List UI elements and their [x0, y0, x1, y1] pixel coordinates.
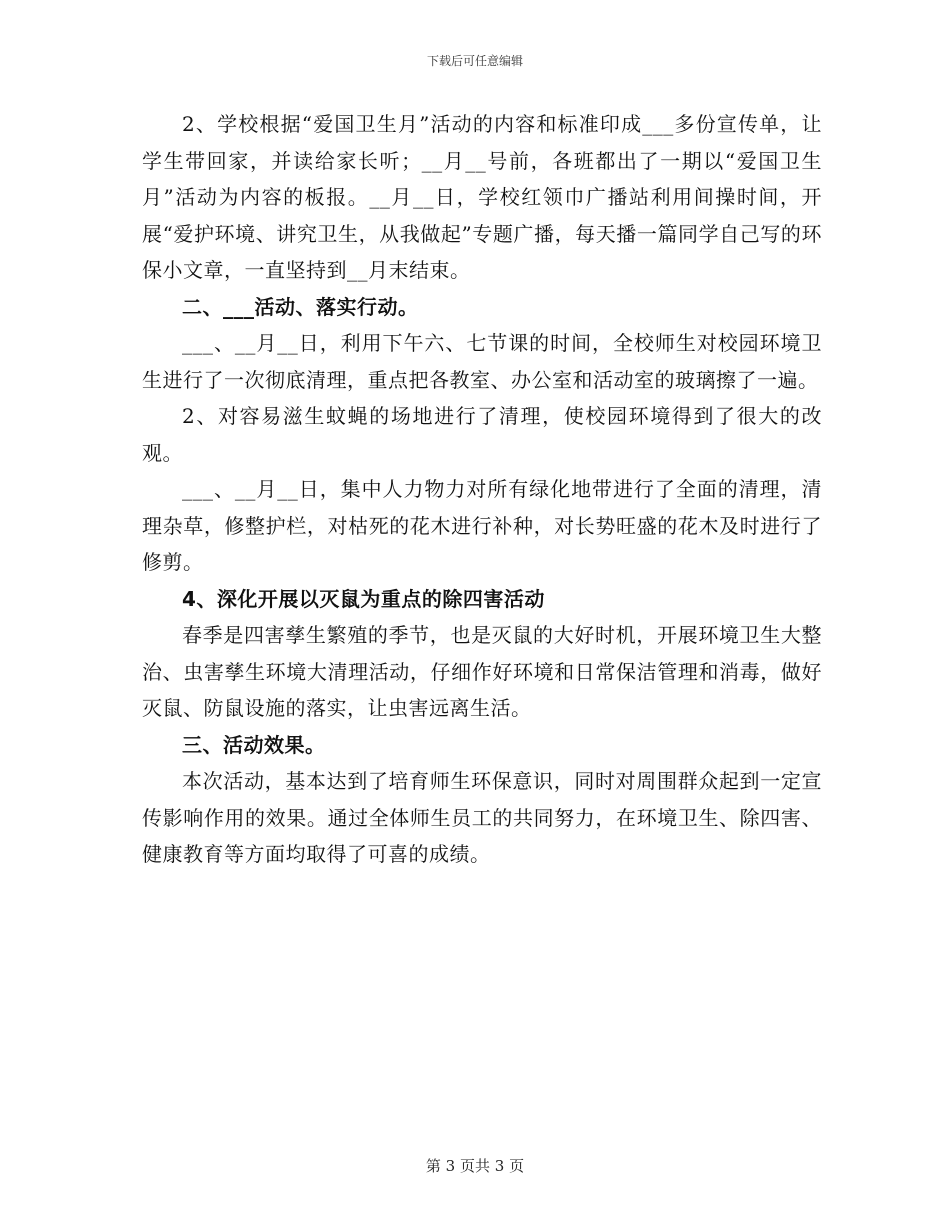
paragraph-campus-cleanup: ___、__月__日，利用下午六、七节课的时间，全校师生对校园环境卫生进行了一次彻底清理，重点把各教室、办公室和活动室的玻璃擦了一遍。 [142, 331, 822, 392]
paragraph-publicity-materials: 2、学校根据“爱国卫生月”活动的内容和标准印成___多份宣传单，让学生带回家，并读给家长听；__月__号前，各班都出了一期以“爱国卫生月”活动为内容的板报。__月__日，学校红领巾广播站利用间操时间，开展“爱护环境、讲究卫生，从我做起”专题广播，每天播一篇同学自己写的环保小文章，一直坚持到__月末结束。 [142, 112, 822, 282]
paragraph-spring-pest-control: 春季是四害孳生繁殖的季节，也是灭鼠的大好时机，开展环境卫生大整治、虫害孳生环境大清理活动，仔细作好环境和日常保洁管理和消毒，做好灭鼠、防鼠设施的落实，让虫害远离生活。 [142, 623, 822, 720]
page-number-footer: 第 3 页共 3 页 [425, 1157, 525, 1175]
page-header: 下载后可任意编辑 [426, 54, 523, 68]
document-body [142, 106, 822, 873]
section-heading-results: 三、活动效果。 [182, 732, 326, 757]
paragraph-results: 本次活动，基本达到了培育师生环保意识，同时对周围群众起到一定宣传影响作用的效果。通过全体师生员工的共同努力，在环境卫生、除四害、健康教育等方面均取得了可喜的成绩。 [142, 769, 822, 866]
subheading-pest-control: 4、深化开展以灭鼠为重点的除四害活动 [182, 586, 545, 611]
paragraph-mosquito-sites: 2、对容易滋生蚊蝇的场地进行了清理，使校园环境得到了很大的改观。 [142, 404, 822, 465]
section-heading-activities: 二、___活动、落实行动。 [182, 294, 419, 319]
paragraph-greenbelt-cleanup: ___、__月__日，集中人力物力对所有绿化地带进行了全面的清理，清理杂草，修整护栏，对枯死的花木进行补种，对长势旺盛的花木及时进行了修剪。 [142, 477, 822, 574]
